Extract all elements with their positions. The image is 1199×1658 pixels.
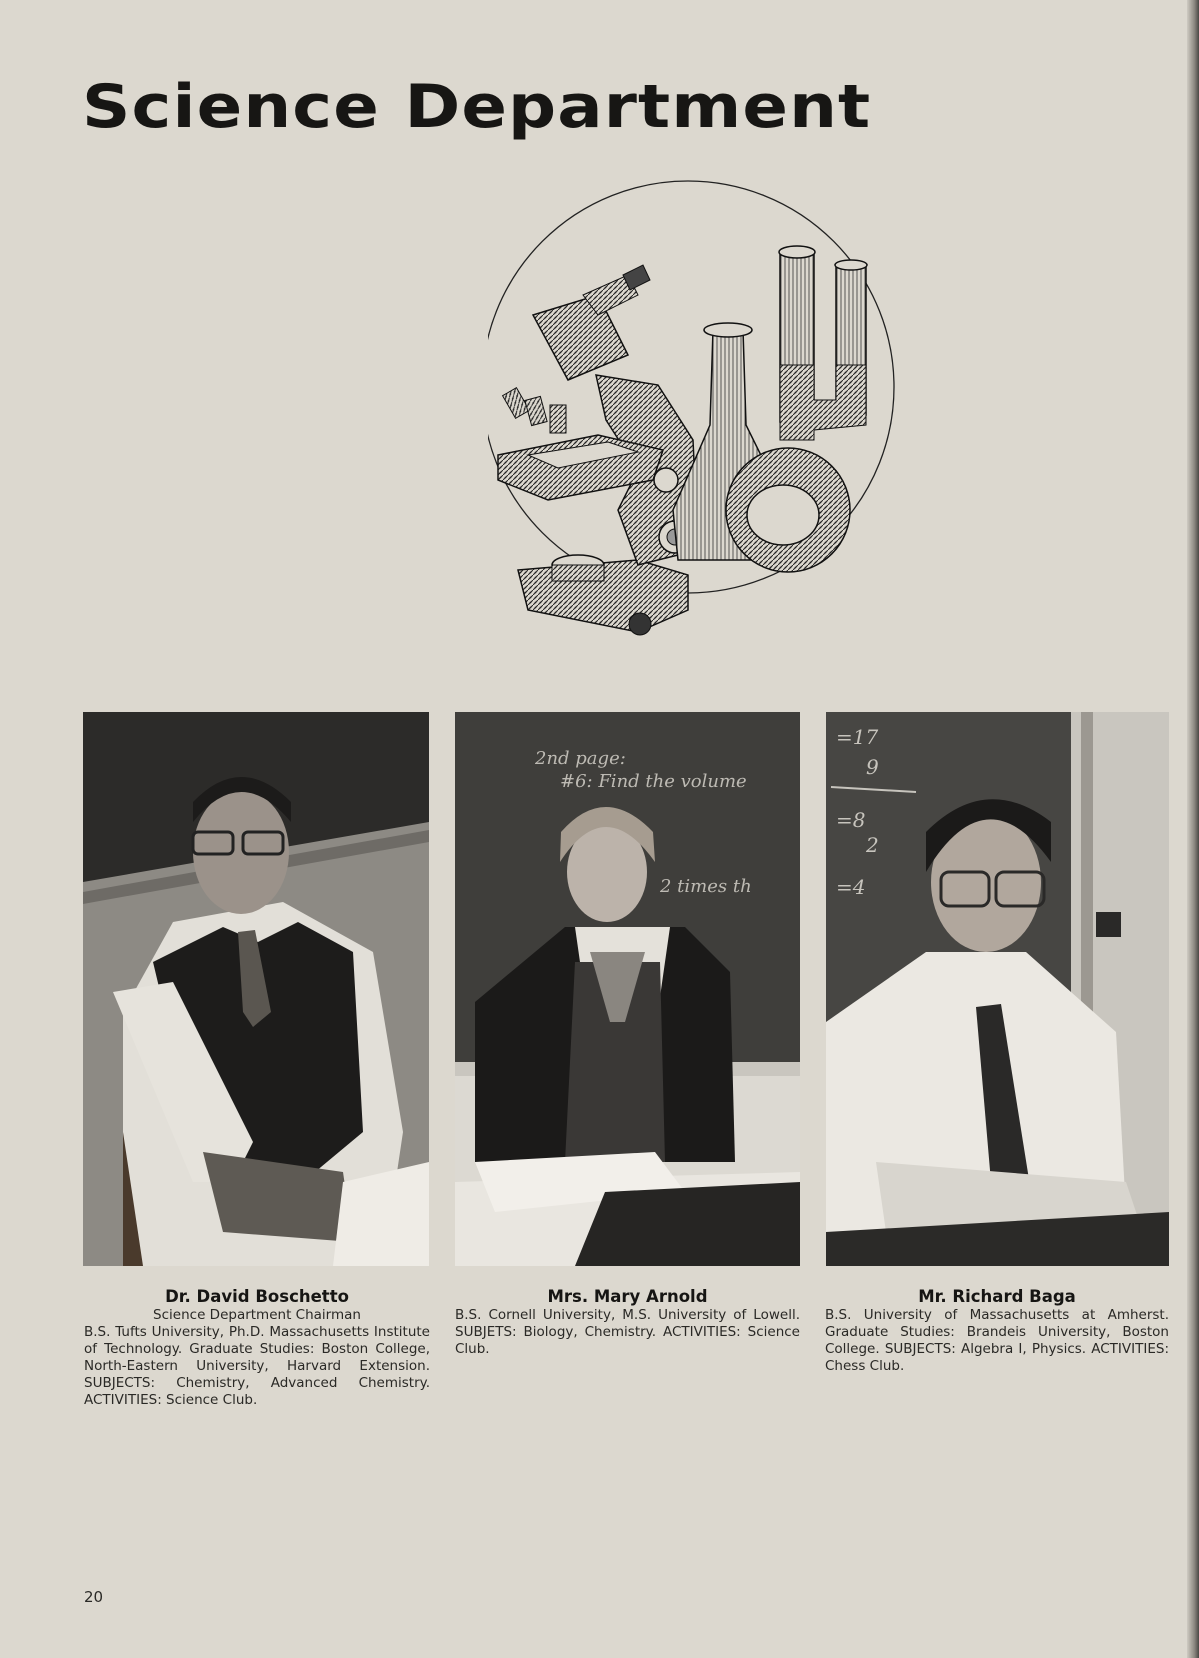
page-number: 20 <box>84 1588 104 1606</box>
chalkboard-math-3: =8 <box>836 808 866 832</box>
faculty-role: Science Department Chairman <box>153 1307 361 1323</box>
faculty-name: Mr. Richard Baga <box>918 1287 1076 1306</box>
faculty-bio: B.S. Tufts University, Ph.D. Massachusetts Institute of Technology. Graduate Studies: Boston College, North-Eastern University, Harvard Extension. SUBJECTS: Chemistry, Advanced Chemistry. ACTIVITIES: Science Club. <box>84 1324 430 1408</box>
portrait-woman-chalkboard-photo <box>455 712 800 1266</box>
portrait-man-glasses-photo <box>826 712 1169 1266</box>
chalkboard-math-4: 2 <box>866 833 879 857</box>
faculty-bio: B.S. University of Massachusetts at Amherst. Graduate Studies: Brandeis University, Boston College. SUBJECTS: Algebra I, Physics. ACTIVITIES: Chess Club. <box>825 1307 1169 1374</box>
faculty-name: Dr. David Boschetto <box>165 1287 349 1306</box>
page-binding-edge <box>1187 0 1199 1658</box>
microscope-and-glassware-icon <box>488 180 908 650</box>
page-title: Science Department <box>82 72 872 142</box>
chalkboard-math-5: =4 <box>836 875 866 899</box>
chalkboard-math-1: =17 <box>836 725 879 749</box>
chalkboard-text-line-2: #6: Find the volume <box>560 771 747 792</box>
faculty-name: Mrs. Mary Arnold <box>547 1287 708 1306</box>
chalkboard-math-2: 9 <box>866 755 879 779</box>
faculty-caption-arnold <box>455 1288 800 1358</box>
chalkboard-text-line-3: 2 times th <box>660 876 752 897</box>
faculty-caption-boschetto <box>84 1288 430 1409</box>
faculty-caption-baga <box>825 1288 1169 1375</box>
chalkboard-text-line-1: 2nd page: <box>535 748 626 769</box>
portrait-man-vest-photo <box>83 712 429 1266</box>
faculty-bio: B.S. Cornell University, M.S. University of Lowell. SUBJETS: Biology, Chemistry. ACTIVITIES: Science Club. <box>455 1307 800 1357</box>
